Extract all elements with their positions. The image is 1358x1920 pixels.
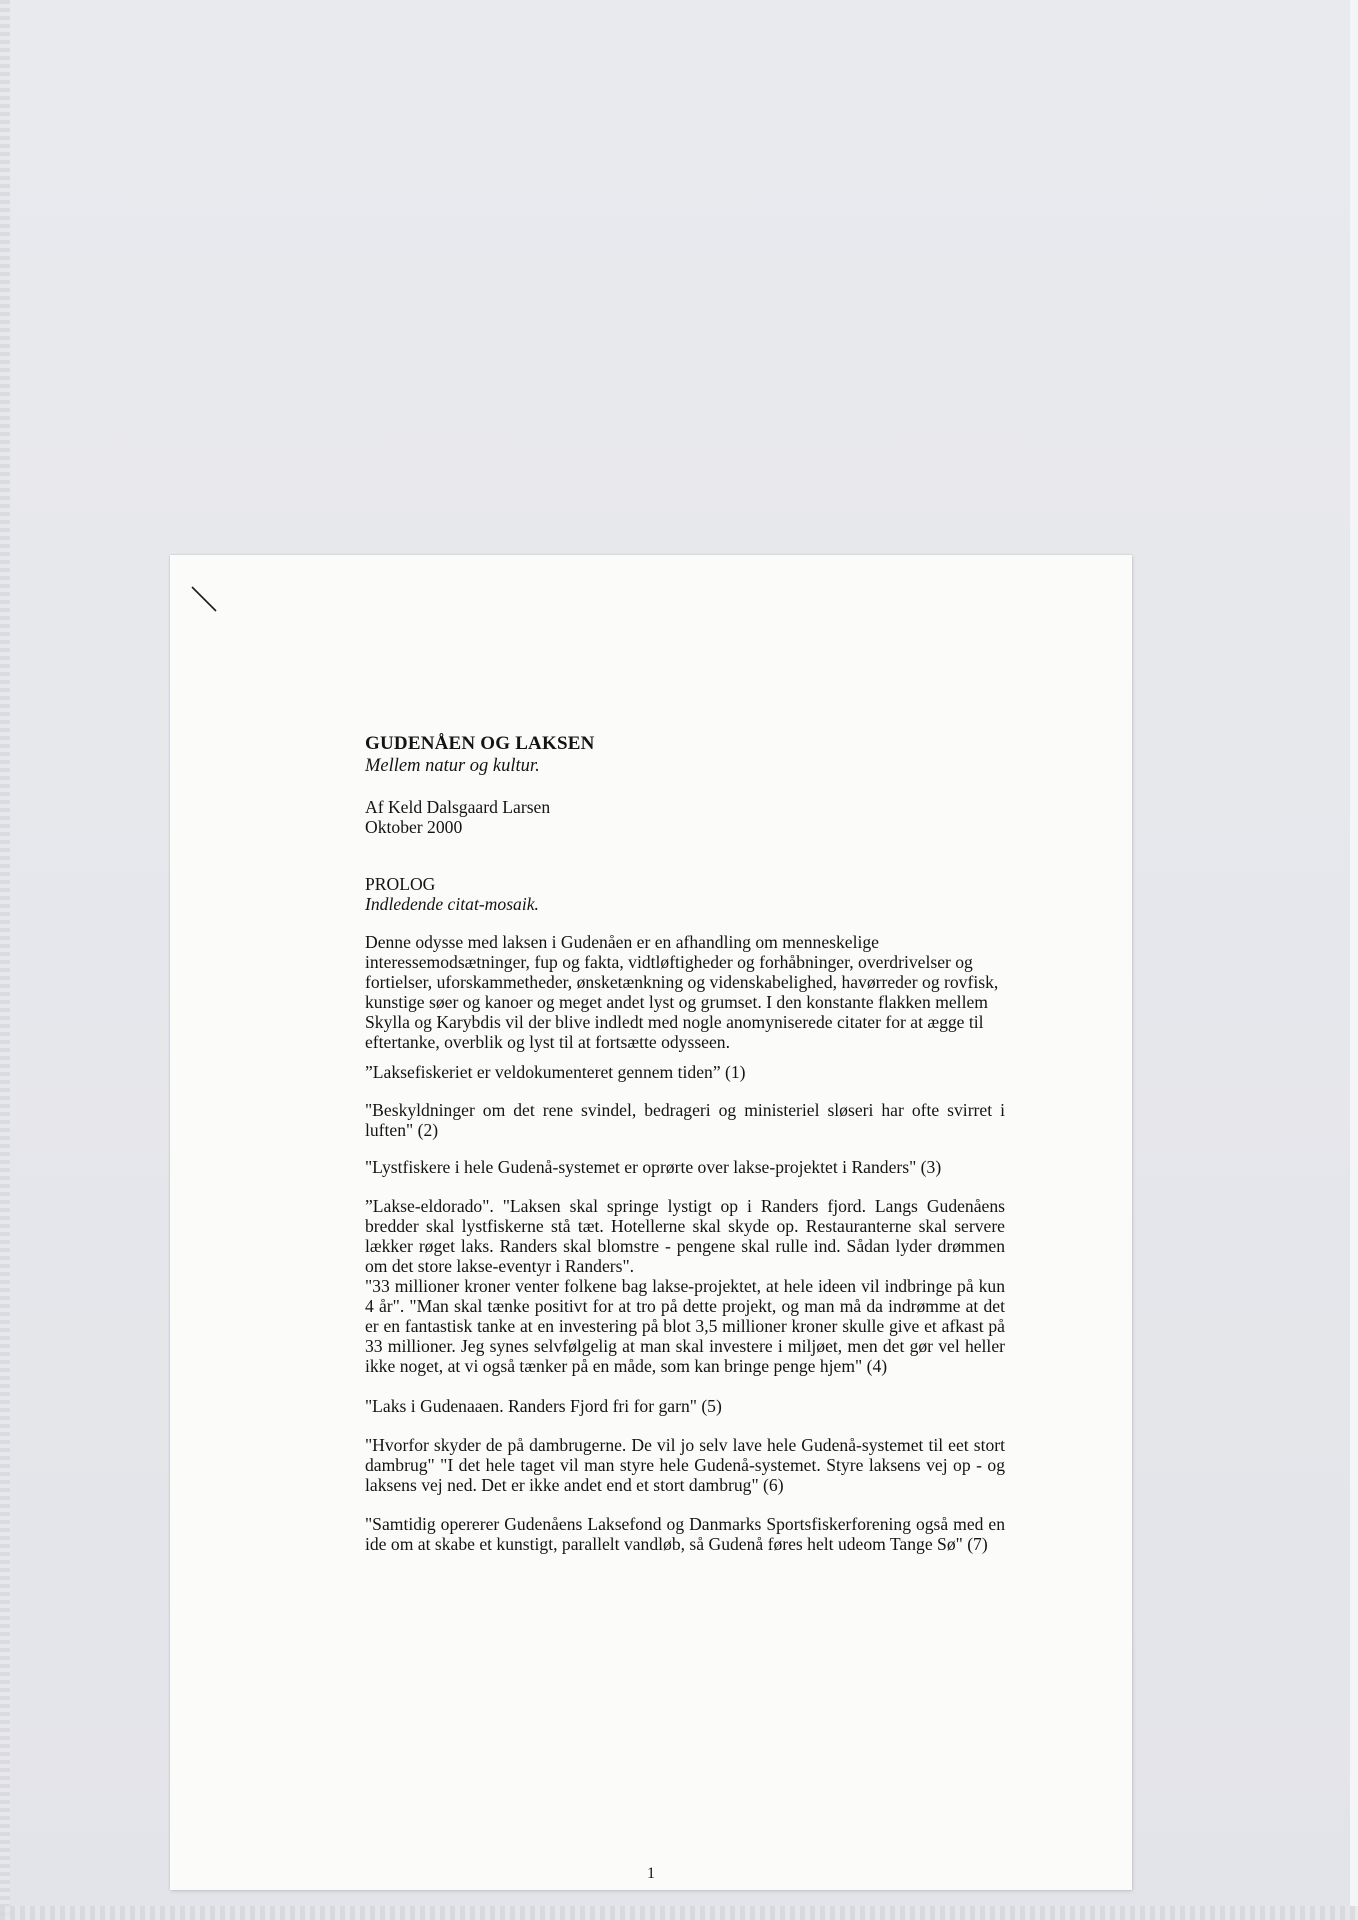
quote-3: "Lystfiskere i hele Gudenå-systemet er oprørte over lakse-projektet i Randers" (3) bbox=[365, 1157, 942, 1177]
quote-6: "Hvorfor skyder de på dambrugerne. De vil jo selv lave hele Gudenå-systemet til eet stort dambrug" "I det hele taget vil man styre hele Gudenå-systemet. Styre laksens vej op - og laksens vej ned. Det er ikke andet end et stort dambrug" (6) bbox=[365, 1435, 1005, 1495]
quote-4b: "33 millioner kroner venter folkene bag lakse-projektet, at hele ideen vil indbringe på kun 4 år". "Man skal tænke positivt for at tro på dette projekt, og man må da indrømme at det er en fantastisk tanke at en investering på blot 3,5 millioner kroner skulle give et afkast på 33 millioner. Jeg synes selvfølgelig at man skal investere i miljøet, men det gør vel heller ikke noget, at vi også tænker på en måde, som kan bringe penge hjem" (4) bbox=[365, 1276, 1005, 1376]
document-page bbox=[170, 555, 1132, 1890]
quote-5: "Laks i Gudenaaen. Randers Fjord fri for garn" (5) bbox=[365, 1396, 722, 1416]
author-line: Af Keld Dalsgaard Larsen bbox=[365, 797, 551, 817]
sleeve-edge-bottom bbox=[0, 1906, 1358, 1920]
quote-7: "Samtidig opererer Gudenåens Laksefond og Danmarks Sportsfiskerforening også med en ide om at skabe et kunstigt, parallelt vandløb, så Gudenå føres helt udeom Tange Sø" (7) bbox=[365, 1514, 1005, 1554]
quote-1: ”Laksefiskeriet er veldokumenteret gennem tiden” (1) bbox=[365, 1062, 746, 1082]
section-subheading: Indledende citat-mosaik. bbox=[365, 894, 539, 914]
page-content bbox=[365, 733, 1005, 1554]
byline bbox=[365, 797, 1005, 837]
quote-4a: ”Lakse-eldorado". "Laksen skal springe lystigt op i Randers fjord. Langs Gudenåens bredder skal lystfiskerne stå tæt. Hotellerne skal skyde op. Restauranterne skal servere lækker røget laks. Randers skal blomstre - pengene skal rulle ind. Sådan lyder drømmen om det store lakse-eventyr i Randers". bbox=[365, 1196, 1005, 1276]
sleeve-edge-left bbox=[0, 0, 10, 1920]
document-subtitle: Mellem natur og kultur. bbox=[365, 756, 540, 776]
corner-mark-icon bbox=[190, 585, 220, 615]
section-heading: PROLOG bbox=[365, 874, 436, 894]
intro-paragraph: Denne odysse med laksen i Gudenåen er en afhandling om menneskelige interessemodsætninger, fup og fakta, vidtløftigheder og forhåbninger, overdrivelser og fortielser, uforskammetheder, ønsketænkning og videnskabelighed, havørreder og rovfisk, kunstige søer og kanoer og meget andet lyst og grumset. I den konstante flakken mellem Skylla og Karybdis vil der blive indledt med nogle anomyniserede citater for at ægge til eftertanke, overblik og lyst til at fortsætte odysseen. bbox=[365, 932, 999, 1052]
sleeve-edge-right bbox=[1350, 0, 1358, 1920]
quote-2: "Beskyldninger om det rene svindel, bedrageri og ministeriel sløseri har ofte svirret i luften" (2) bbox=[365, 1100, 1005, 1140]
section-header bbox=[365, 874, 1005, 914]
date-line: Oktober 2000 bbox=[365, 817, 463, 837]
document-title: GUDENÅEN OG LAKSEN bbox=[365, 733, 595, 754]
page-number: 1 bbox=[647, 1865, 655, 1882]
